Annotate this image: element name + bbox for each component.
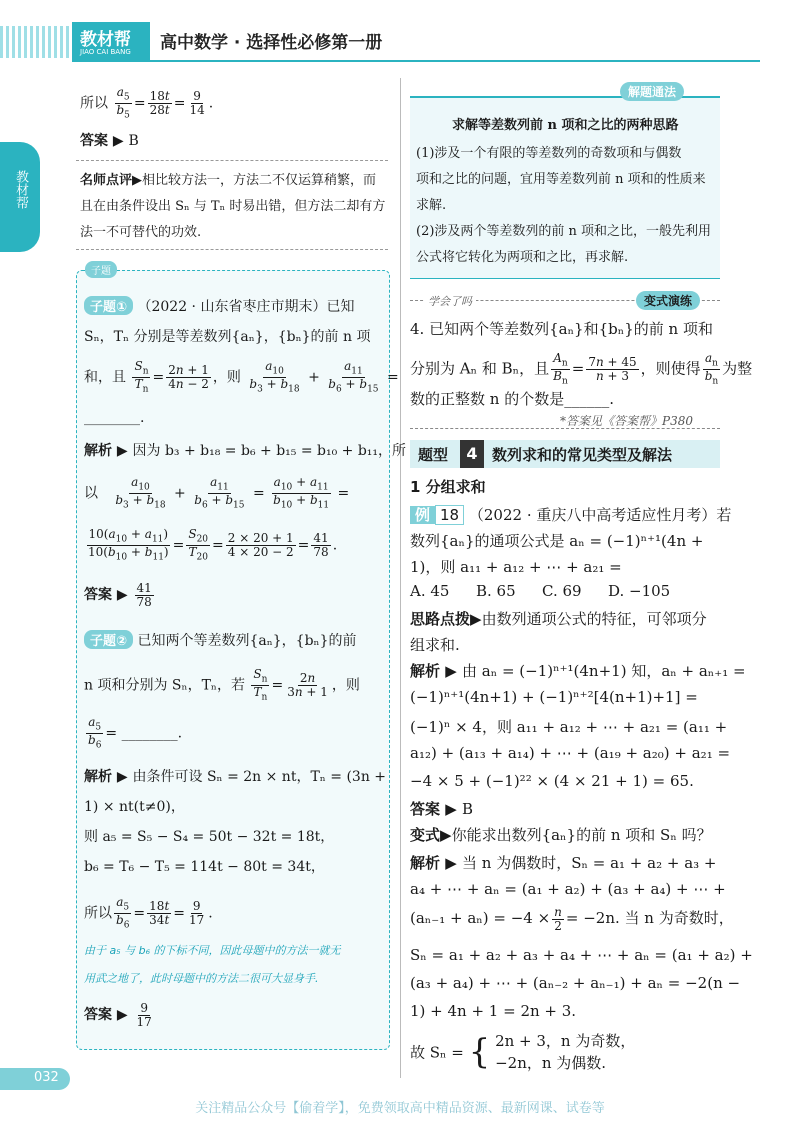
q2-line-1 [84, 630, 357, 650]
ex-answer-label: 答案 [410, 800, 441, 818]
q2-sol-5-pre: 所以 [84, 905, 112, 922]
q1-sol-text-1: 因为 b₃ + b₁₈ = b₆ + b₁₅ = b₁₀ + b₁₁，所 [132, 443, 407, 459]
example-number: 18 [435, 505, 464, 525]
teacher-comment: 名师点评▶相比较方法一，方法二不仅运算稍繁，而 且在由条件设出 Sₙ 与 Tₙ 时易出错，但方法二却有方 法一不可替代的功效. [76, 160, 388, 250]
ex-answer-value: B [462, 800, 474, 818]
p4-text-2-mid: ，则使得 [640, 359, 701, 378]
ex-sol-text-1: 由 aₙ = (−1)ⁿ⁺¹(4n+1) 知，aₙ + aₙ₊₁ = [462, 662, 746, 680]
vsol-text-2: a₄ + ⋯ + aₙ = (a₁ + a₂) + (a₃ + a₄) + ⋯ + [410, 880, 726, 898]
column-divider [400, 78, 401, 1078]
piecewise-case-1: 2n + 3，n 为奇数， [495, 1032, 636, 1050]
header-brand-block [72, 22, 150, 62]
box-badge: 子题 [85, 261, 117, 278]
options-row [410, 582, 670, 600]
ex-answer: 答案 ▶ B [410, 800, 474, 818]
option-d: D. −105 [608, 582, 671, 600]
example-tag: 例 [410, 506, 435, 524]
header-stripe [0, 26, 75, 58]
option-b: B. 65 [476, 582, 516, 600]
example-line-1 [410, 504, 731, 525]
ratio-line: 所以 $\frac{a_5}{b_5}$ = $\frac{18t}{28t}$ = $\frac{9}{14}$ . [80, 85, 214, 121]
q2-blank: ________. [121, 725, 183, 742]
handwritten-note-2: 用武之地了，此时母题中的方法二很可大显身手. [84, 972, 319, 985]
q2-answer-label: 答案 [84, 1007, 112, 1024]
q1-text-3-pre: 和，且 [84, 369, 126, 386]
q2-answer: 答案 ▶ $\frac{9}{17}$ [84, 1001, 152, 1029]
q1-text-2: Sₙ，Tₙ 分别是等差数列{aₙ}，{bₙ}的前 n 项 [84, 329, 371, 345]
piecewise-brace: { [468, 1032, 491, 1072]
hint-label: 思路点拨 [410, 610, 471, 628]
practice-handwritten: 学会了吗 [424, 293, 476, 309]
so-prefix: 所以 [80, 95, 108, 112]
p4-text-1: 4. 已知两个等差数列{aₙ}和{bₙ}的前 n 项和 [410, 320, 713, 338]
q1-solution-3: $\frac{10(a_{10} + a_{11})}{10(b_{10} + b_{11})}$ = $\frac{S_{20}}{T_{20}}$ = $\frac{2 \times 20 + 1}{4 \times 20 - 2}$ = $\frac{41}{78}$ . [88, 527, 338, 563]
q1-answer: 答案 ▶ $\frac{41}{78}$ [84, 581, 152, 609]
q2-sol-text-2: 1) × nt(t≠0)， [84, 799, 185, 815]
q2-text-1: 已知两个等差数列{aₙ}，{bₙ}的前 [137, 633, 357, 649]
vsol-line-1: 解析 ▶ 当 n 为偶数时，Sₙ = a₁ + a₂ + a₃ + [410, 854, 717, 872]
vsol-text-3-pre: (aₙ₋₁ + aₙ) = −4 × [410, 909, 551, 928]
answer-label: 答案 [80, 133, 108, 149]
q2-line-2: n 项和分别为 Sₙ，Tₙ，若 $\frac{S_n}{T_n}$ = $\frac{2n}{3n + 1}$ ，则 [84, 667, 360, 703]
brand-subtitle: JIAO CAI BANG [80, 48, 131, 56]
tip-text-2a: (2)涉及两个等差数列的前 n 项和之比，一般先利用 [416, 224, 712, 239]
ex-sol-label: 解析 [410, 662, 441, 680]
vsol-line-3: (aₙ₋₁ + aₙ) = −4 × $\frac{n}{2}$ = −2n. 当 n 为奇数时， [410, 905, 734, 933]
ex-sol-text-4: a₁₂) + (a₁₃ + a₁₄) + ⋯ + (a₁₉ + a₂₀) + a₂₁ = [410, 744, 731, 762]
hint-text-1: 由数列通项公式的特征，可邻项分 [481, 610, 707, 628]
option-a: A. 45 [410, 582, 450, 600]
footer-note: 关注精品公众号【偷着学】，免费领取高中精品资源、最新网课、试卷等 [195, 1101, 605, 1116]
tip-text-1a: (1)涉及一个有限的等差数列的奇数项和与偶数 [416, 146, 682, 161]
ex-sol-text-2: (−1)ⁿ⁺¹(4n+1) + (−1)ⁿ⁺²[4(n+1)+1] = [410, 688, 698, 706]
subsection-title: 1 分组求和 [410, 478, 486, 496]
section-header [410, 440, 720, 468]
section-label: 题型 [418, 446, 449, 464]
q1-answer-label: 答案 [84, 587, 112, 604]
q1-solution-1: 解析 ▶ 因为 b₃ + b₁₈ = b₆ + b₁₅ = b₁₀ + b₁₁，所 [84, 443, 407, 459]
page-number-tab [0, 1068, 70, 1090]
q2-text-2-post: ，则 [331, 677, 360, 694]
q2-line-3: $\frac{a_5}{b_6}$ = ________. [88, 715, 183, 751]
piecewise [410, 1030, 635, 1074]
p4-answer-ref: *答案见《答案帮》P380 [560, 414, 693, 428]
variant-text: 你能求出数列{aₙ}的前 n 项和 Sₙ 吗？ [451, 826, 712, 844]
ex-sol-text-5: −4 × 5 + (−1)²² × (4 × 21 + 1) = 65. [410, 772, 694, 790]
teacher-text-2: 且在由条件设出 Sₙ 与 Tₙ 时易出错，但方法二却有方 [80, 199, 386, 214]
header-bar [0, 22, 800, 62]
q1-text-1: （2022 · 山东省枣庄市期末）已知 [137, 299, 355, 315]
ex-sol-text-3: (−1)ⁿ × 4，则 a₁₁ + a₁₂ + ⋯ + a₂₁ = (a₁₁ + [410, 718, 728, 736]
tip-text-2b: 公式将它转化为两项和之比，再求解. [416, 250, 629, 265]
p4-text-3: 数的正整数 n 的个数是______. [410, 390, 614, 408]
header-underline [150, 60, 760, 62]
teacher-label: 名师点评 [80, 173, 133, 188]
p4-text-2-post: 为整 [722, 359, 753, 378]
vsol-text-5: (a₃ + a₄) + ⋯ + (aₙ₋₂ + aₙ₋₁) + aₙ = −2(n − [410, 974, 741, 992]
side-tab-label: 教材帮 [13, 170, 28, 209]
section-title: 数列求和的常见类型及解法 [492, 446, 673, 464]
q2-solution-5: 所以 $\frac{a_5}{b_6}$ = $\frac{18t}{34t}$ = $\frac{9}{17}$ . [84, 895, 213, 931]
brand-name: 教材帮 [80, 30, 131, 50]
teacher-text-1: 相比较方法一，方法二不仅运算稍繁，而 [142, 173, 377, 188]
tip-text-1b: 项和之比的问题，宜用等差数列前 n 项和的性质来 [416, 172, 706, 187]
practice-badge: 变式演练 [636, 291, 700, 310]
page-number: 032 [34, 1070, 59, 1085]
practice-rule-bottom [410, 428, 720, 430]
q2-sol-label: 解析 [84, 769, 112, 785]
vsol-text-3-post: = −2n. 当 n 为奇数时， [565, 909, 734, 928]
p4-text-2-pre: 分别为 Aₙ 和 Bₙ，且 [410, 359, 550, 378]
q2-sol-text-4: b₆ = T₆ − T₅ = 114t − 80t = 34t， [84, 859, 325, 875]
example-text-3: 1)，则 a₁₁ + a₁₂ + ⋯ + a₂₁ = [410, 558, 622, 576]
piecewise-prefix: 故 Sₙ = [410, 1043, 464, 1062]
section-number: 4 [460, 440, 484, 468]
q1-line-3: 和，且 $\frac{S_n}{T_n}$ = $\frac{2n + 1}{4n - 2}$ ，则 $\frac{a_{10}}{b_3 + b_{18}}$ + $\frac{a_{11}}{b_6 + b_{15}}$ = [84, 359, 399, 395]
answer-value: B [128, 133, 139, 149]
example-text-2: 数列{aₙ}的通项公式是 aₙ = (−1)ⁿ⁺¹(4n + [410, 532, 704, 550]
ex-sol-line-1: 解析 ▶ 由 aₙ = (−1)ⁿ⁺¹(4n+1) 知，aₙ + aₙ₊₁ = [410, 662, 746, 680]
tip-badge: 解题通法 [620, 82, 684, 101]
tip-title: 求解等差数列前 n 项和之比的两种思路 [452, 118, 679, 133]
q2-tag: 子题② [84, 630, 133, 649]
vsol-text-1: 当 n 为偶数时，Sₙ = a₁ + a₂ + a₃ + [462, 854, 717, 872]
q1-solution-2: 以 $\frac{a_{10}}{b_3 + b_{18}}$ + $\frac{a_{11}}{b_6 + b_{15}}$ = $\frac{a_{10} + a_{11}}{b_{10} + b_{11}}$ = [84, 475, 350, 511]
option-c: C. 69 [542, 582, 582, 600]
q1-sol-2-pre: 以 [84, 485, 98, 502]
vsol-text-4: Sₙ = a₁ + a₂ + a₃ + a₄ + ⋯ + aₙ = (a₁ + a₂) + [410, 946, 753, 964]
q1-sol-label: 解析 [84, 443, 112, 459]
variant-label: 变式 [410, 826, 441, 844]
vsol-text-6: 1) + 4n + 1 = 2n + 3. [410, 1002, 577, 1020]
variant-line: 变式▶你能求出数列{aₙ}的前 n 项和 Sₙ 吗？ [410, 826, 712, 844]
vsol-label: 解析 [410, 854, 441, 872]
side-tab [0, 142, 40, 252]
p4-line-2: 分别为 Aₙ 和 Bₙ，且 $\frac{A_n}{B_n}$ = $\frac{7n + 45}{n + 3}$ ，则使得 $\frac{a_n}{b_n}$ 为整 [410, 351, 753, 387]
q1-line-1 [84, 296, 354, 316]
q1-text-3-mid: ，则 [212, 369, 241, 386]
handwritten-note-1: 由于 a₅ 与 b₆ 的下标不同，因此母题中的方法一就无 [84, 944, 341, 957]
q1-blank: ________. [84, 410, 145, 426]
q2-text-2-pre: n 项和分别为 Sₙ，Tₙ，若 [84, 677, 245, 694]
book-title: 高中数学 · 选择性必修第一册 [160, 33, 383, 53]
answer-1: 答案 ▶ B [80, 133, 139, 149]
hint-text-2: 组求和. [410, 636, 460, 654]
hint-line-1: 思路点拨▶由数列通项公式的特征，可邻项分 [410, 610, 707, 628]
piecewise-case-2: −2n，n 为偶数. [495, 1054, 607, 1072]
q1-tag: 子题① [84, 296, 133, 315]
tip-text-1c: 求解. [416, 198, 447, 213]
q2-solution-1: 解析 ▶ 由条件可设 Sₙ = 2n × nt，Tₙ = (3n + [84, 769, 387, 785]
teacher-text-3: 法一不可替代的功效. [80, 225, 202, 240]
example-text-1: （2022 · 重庆八中高考适应性月考）若 [468, 506, 732, 524]
q2-sol-text-1: 由条件可设 Sₙ = 2n × nt，Tₙ = (3n + [132, 769, 387, 785]
q2-sol-text-3: 则 a₅ = S₅ − S₄ = 50t − 32t = 18t， [84, 829, 335, 845]
